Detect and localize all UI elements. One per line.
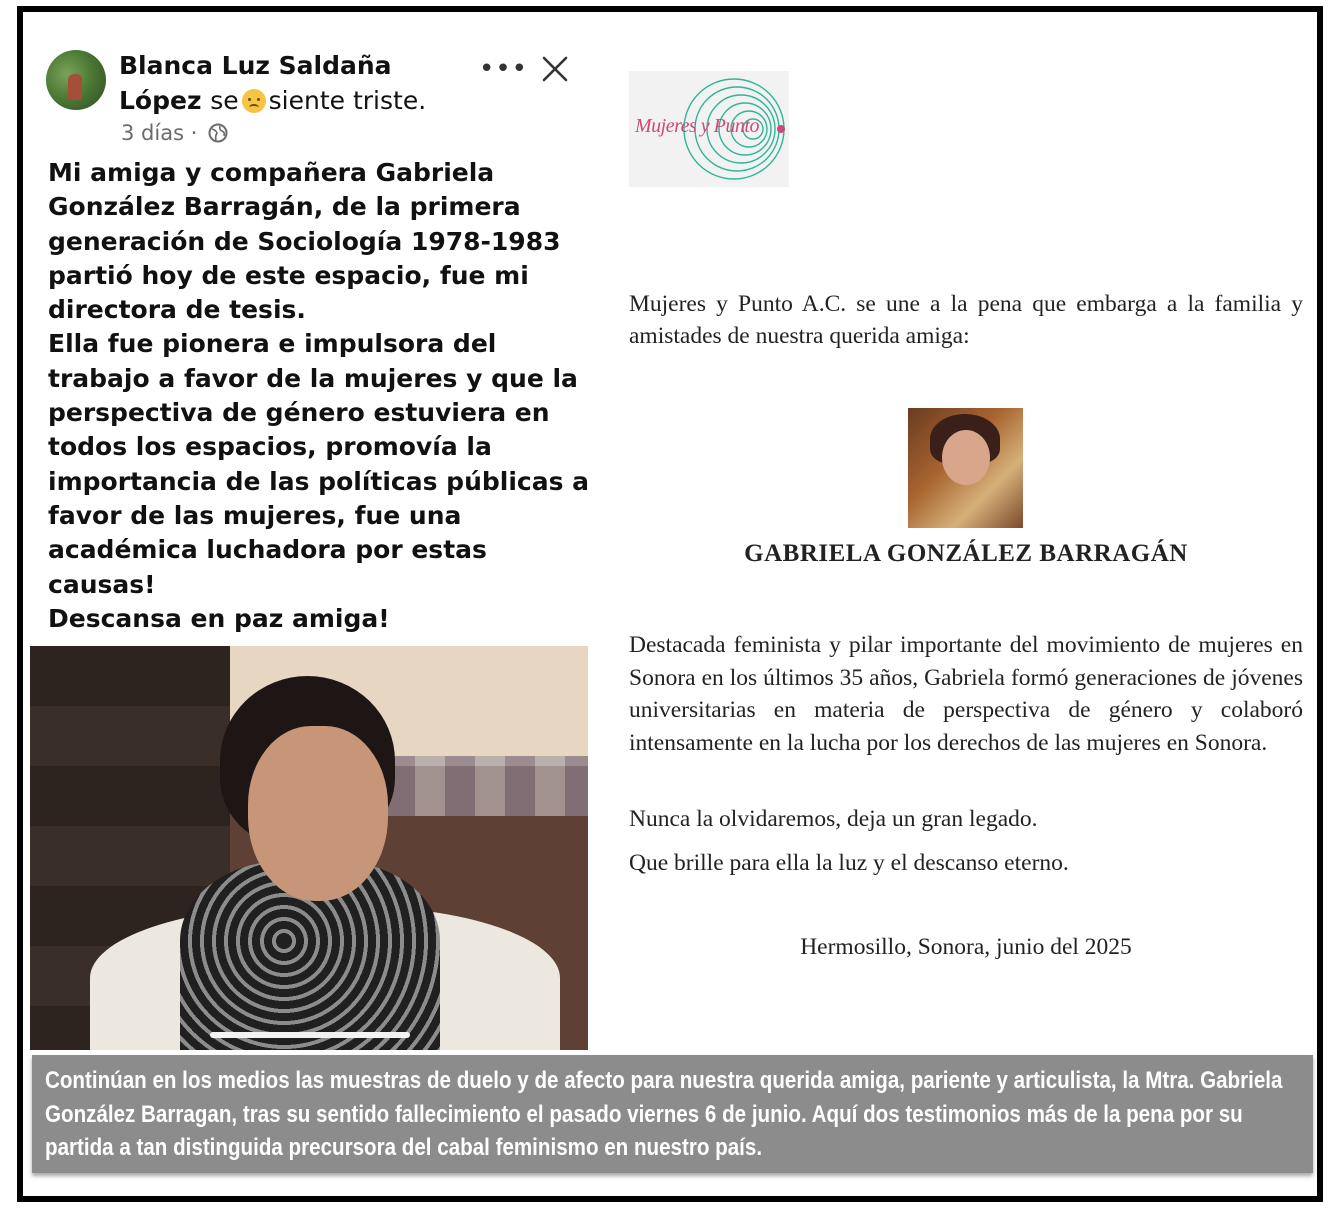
- notice-body: Destacada feminista y pilar importante del movimiento de mujeres en Sonora en los últimos 35 años, Gabriela formó generaciones de jóvenes universitarias en materia de perspectiva de género y colaboró intensamente en la lucha por los derechos de las mujeres en Sonora.: [629, 632, 1303, 756]
- mujeres-y-punto-logo: [629, 71, 789, 187]
- globe-icon: [208, 123, 228, 143]
- author-name-last[interactable]: López: [119, 86, 202, 115]
- condolence-notice: [623, 12, 1313, 1052]
- post-meta: 3 días ·: [121, 121, 228, 145]
- facebook-post: [23, 12, 603, 1052]
- post-photo[interactable]: [30, 646, 588, 1050]
- author-avatar[interactable]: [46, 50, 106, 110]
- deceased-name: GABRIELA GONZÁLEZ BARRAGÁN: [744, 540, 1188, 567]
- caption-bar: [32, 1055, 1313, 1173]
- post-author-line: [119, 48, 499, 118]
- logo-text: Mujeres y Punto: [635, 115, 759, 137]
- post-time[interactable]: 3 días: [121, 121, 185, 145]
- ellipsis-icon[interactable]: •••: [479, 54, 529, 84]
- caption-text: Continúan en los medios las muestras de duelo y de afecto para nuestra querida amiga, pariente y articulista, la Mtra. Gabriela González Barragan, tras su sentido fallecimiento el pasado viernes 6 de junio. Aquí dos testimonios más de la pena por su partida a tan distinguida precursora del cabal feminismo en nuestro país.: [45, 1067, 1283, 1161]
- notice-place-date: Hermosillo, Sonora, junio del 2025: [800, 934, 1132, 960]
- post-body: Mi amiga y compañera Gabriela González Barragán, de la primera generación de Sociología 1978-1983 partió hoy de este espacio, fue mi directora de tesis. Ella fue pionera e impulsora del trabajo a favor de la mujeres y que la perspectiva de género estuviera en todos los espacios, promovía la importancia de las políticas públicas a favor de las mujeres, fue una académica luchadora por estas causas! Descansa en paz amiga!: [48, 158, 590, 633]
- sad-emoji-icon: [242, 89, 266, 113]
- feeling-text: siente triste.: [268, 86, 427, 115]
- composite-frame: [17, 6, 1323, 1202]
- notice-intro: Mujeres y Punto A.C. se une a la pena que embarga a la familia y amistades de nuestra querida amiga:: [629, 291, 1303, 349]
- photo-scroll-indicator: [210, 1032, 410, 1038]
- feeling-verb: se: [210, 86, 239, 115]
- notice-line-legacy: Nunca la olvidaremos, deja un gran legado.: [629, 806, 1038, 832]
- deceased-portrait: [908, 408, 1023, 528]
- notice-line-rest: Que brille para ella la luz y el descanso eterno.: [629, 850, 1069, 876]
- close-icon[interactable]: [538, 52, 572, 86]
- author-name[interactable]: Blanca Luz Saldaña: [119, 51, 392, 80]
